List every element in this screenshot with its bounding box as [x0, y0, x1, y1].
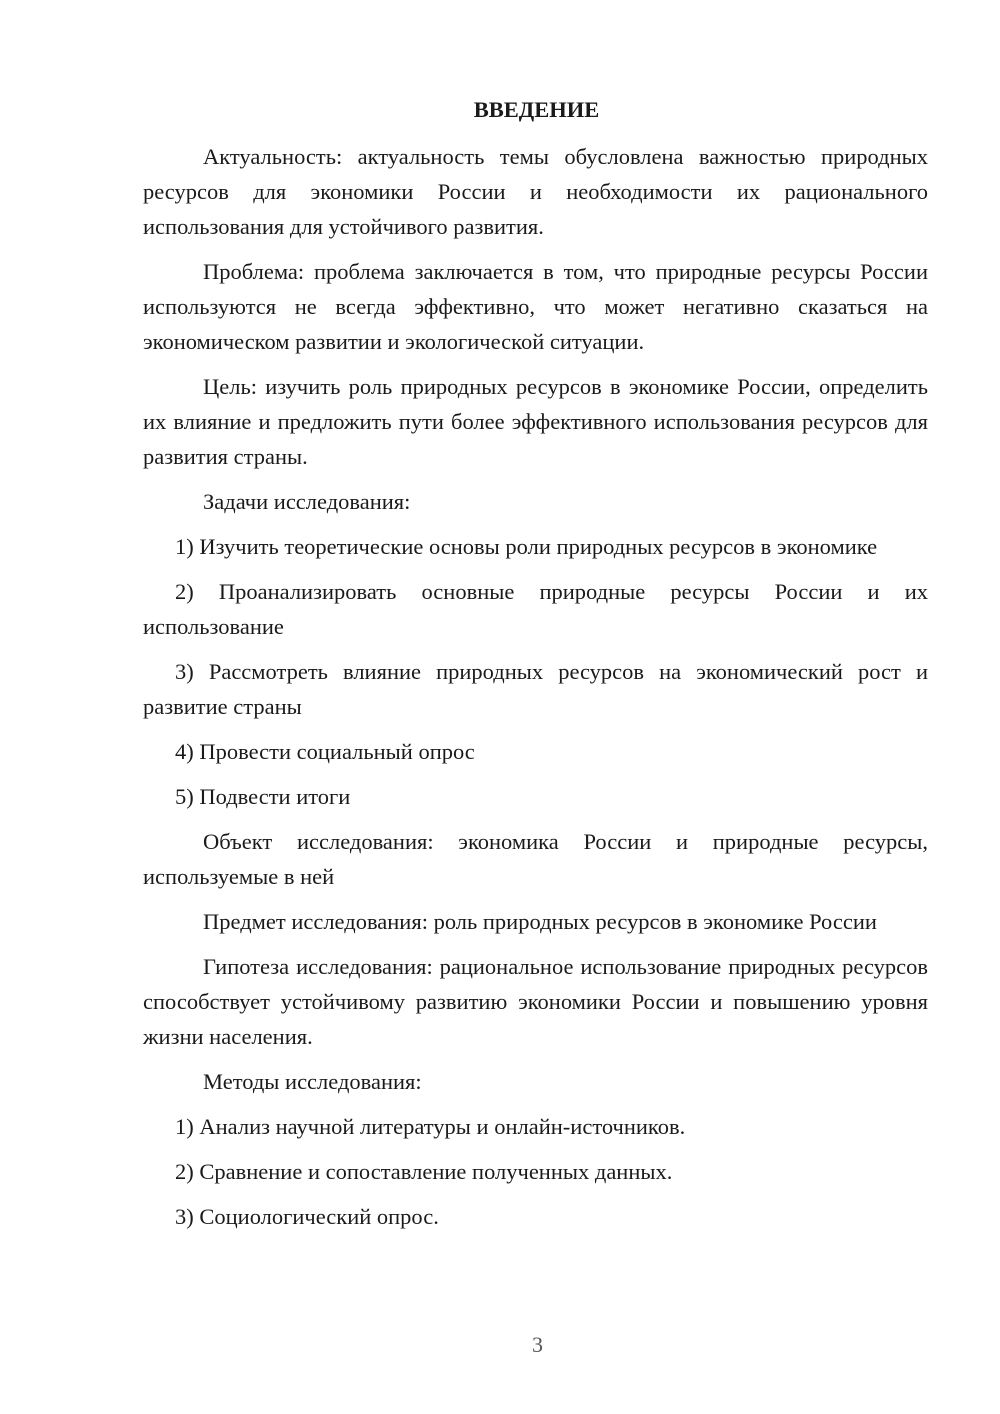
problem-paragraph: Проблема: проблема заключается в том, что природные ресурсы России используются не всегда эффективно, что может негативно сказаться на экономическом развитии и экологической ситуации.	[143, 259, 928, 354]
subject-paragraph: Предмет исследования: роль природных ресурсов в экономике России	[203, 909, 877, 934]
method-item: 1) Анализ научной литературы и онлайн-источников.	[175, 1114, 686, 1139]
methods-heading: Методы исследования:	[203, 1069, 422, 1094]
task-item: 5) Подвести итоги	[175, 784, 351, 809]
hypothesis-paragraph: Гипотеза исследования: рациональное использование природных ресурсов способствует устойчивому развитию экономики России и повышению уровня жизни населения.	[143, 954, 928, 1049]
task-item: 2) Проанализировать основные природные ресурсы России и их использование	[143, 579, 928, 639]
task-item: 4) Провести социальный опрос	[175, 739, 475, 764]
goal-paragraph: Цель: изучить роль природных ресурсов в экономике России, определить их влияние и предложить пути более эффективного использования ресурсов для развития страны.	[143, 374, 928, 469]
page-content	[143, 92, 928, 1244]
method-item: 2) Сравнение и сопоставление полученных данных.	[175, 1159, 673, 1184]
relevance-paragraph: Актуальность: актуальность темы обусловлена важностью природных ресурсов для экономики России и необходимости их рационального использования для устойчивого развития.	[143, 144, 928, 239]
task-item: 3) Рассмотреть влияние природных ресурсов на экономический рост и развитие страны	[143, 659, 928, 719]
section-title: ВВЕДЕНИЕ	[473, 97, 600, 122]
task-item: 1) Изучить теоретические основы роли природных ресурсов в экономике	[175, 534, 878, 559]
page-number: 3	[532, 1332, 543, 1357]
tasks-heading: Задачи исследования:	[203, 489, 411, 514]
method-item: 3) Социологический опрос.	[175, 1204, 439, 1229]
object-paragraph: Объект исследования: экономика России и природные ресурсы, используемые в ней	[143, 829, 928, 889]
